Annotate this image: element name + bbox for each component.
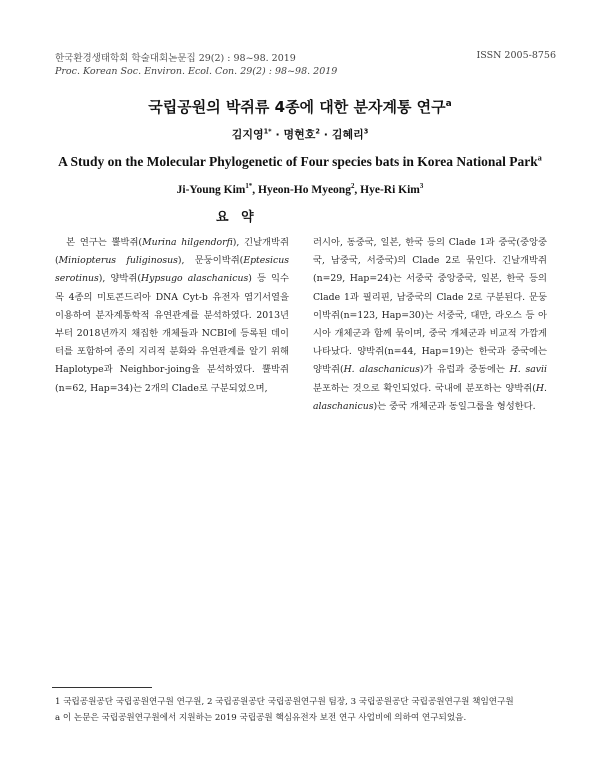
paper-title-en: A Study on the Molecular Phylogenetic of Four species bats in Korea National Park$^a$: [58, 153, 542, 169]
author-name: 김지영: [231, 128, 264, 141]
author-name: Hyeon-Ho Myeong: [258, 184, 351, 196]
issn: ISSN 2005-8756: [476, 50, 556, 61]
abstract-heading: 요 약: [216, 210, 258, 225]
paper-title-ko: 국립공원의 박쥐류 4종에 대한 분자계통 연구$^a$: [148, 98, 452, 116]
journal-header-en: Proc. Korean Soc. Environ. Ecol. Con. 29(2) : 98~98. 2019: [55, 66, 338, 77]
author-name: 명현호: [283, 128, 316, 141]
abstract-column-1: [55, 234, 289, 398]
author-name: Ji-Young Kim: [176, 184, 246, 196]
abstract-column-2: [313, 234, 547, 416]
footnote-funding: a 이 논문은 국립공원연구원에서 지원하는 2019 국립공원 핵심유전자 보전 연구 사업비에 의하여 연구되었음.: [55, 713, 467, 723]
authors-en: Ji-Young Kim$^{1*}$, Hyeon-Ho Myeong$^2$, Hye-Ri Kim$^3$: [176, 183, 424, 196]
journal-header-ko: 한국환경생태학회 학술대회논문집 29(2) : 98~98. 2019: [55, 53, 296, 64]
authors-ko: 김지영$^{1*}$ · 명현호$^2$ · 김혜리$^3$: [231, 127, 369, 141]
author-name: Hye-Ri Kim: [360, 184, 420, 196]
footnote-rule: [52, 687, 152, 688]
abstract-text-1: 본 연구는 뿔박쥐(Murina hilgendorfi), 긴날개박쥐(Miniopterus fuliginosus), 문둥이박쥐(Eptesicus serotinus), 양박쥐(Hypsugo alaschanicus) 등 익수목 4종의 미토콘드리아 DNA Cyt-b 유전자 염기서열을 이용하여 분자계통학적 유연관계를 분석하였다. 2013년부터 2018년까지 채집한 개체들과 NCBI에 등록된 데이터를 포함하여 종의 지리적 분화와 유연관계를 알기 위해 Haplotype과 Neighbor-joing을 분석하였다. 뿔박쥐(n=62, Hap=34)는 2개의 Clade로 구분되었으며,: [55, 237, 290, 394]
author-name: 김혜리: [331, 128, 364, 141]
footnote-affiliations: 1 국립공원공단 국립공원연구원 연구원, 2 국립공원공단 국립공원연구원 팀장, 3 국립공원공단 국립공원연구원 책임연구원: [55, 697, 514, 707]
abstract-text-2: 러시아, 동중국, 일본, 한국 등의 Clade 1과 중국(중앙중국, 남중국, 서중국)의 Clade 2로 묶인다. 긴날개박쥐(n=29, Hap=24)는 서중국 중앙중국, 일본, 한국 등의 Clade 1과 필리핀, 남중국의 Clade 2로 구분된다. 문둥이박쥐(n=123, Hap=30)는 서중국, 대만, 라오스 등 아시아 개체군과 함께 묶이며, 중국 개체군과 비교적 가깝게 나타났다. 양박쥐(n=44, Hap=19)는 한국과 중국에는 양박쥐(H. alaschanicus)가 유럽과 중동에는 H. savii 분포하는 것으로 확인되었다. 국내에 분포하는 양박쥐(H. alaschanicus)는 중국 개체군과 동일그룹을 형성한다.: [313, 237, 548, 412]
